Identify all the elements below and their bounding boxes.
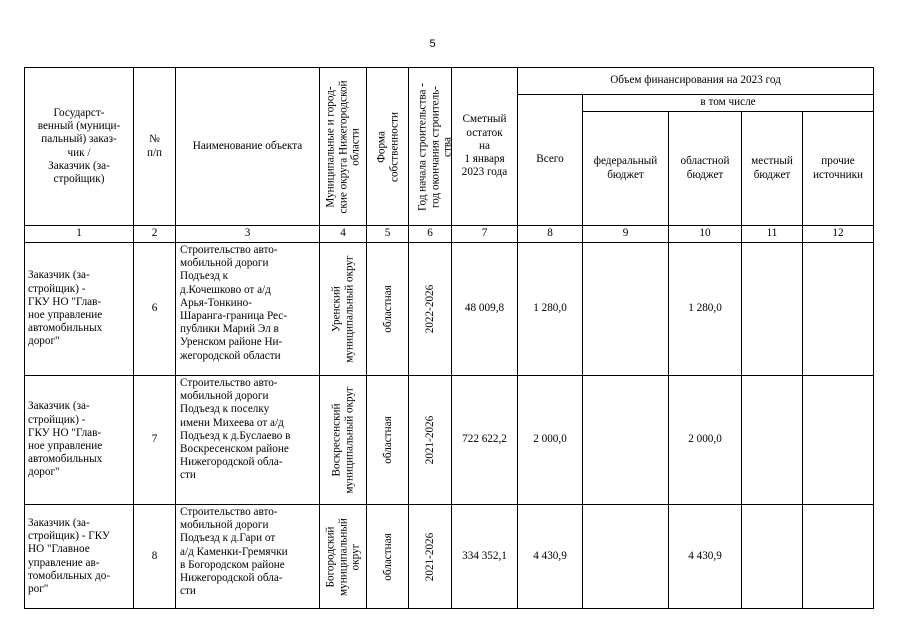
header-federal: федеральный бюджет	[583, 112, 669, 226]
customer-cell: Заказчик (за- стройщик) - ГКУ НО "Глав- ное управление автомобильных дорог"	[25, 376, 134, 505]
object-name-cell: Строительство авто- мобильной дороги Подъезд к д.Гари от а/д Каменки-Гремячки в Богородском районе Нижегородской обла- сти	[176, 505, 320, 609]
local-cell	[742, 505, 803, 609]
row-number: 8	[134, 505, 176, 609]
header-customer: Государст- венный (муници- пальный) заказ- чик / Заказчик (за- стройщик)	[25, 68, 134, 226]
column-number: 11	[742, 226, 803, 243]
district-cell: Уренский муниципальный округ	[320, 243, 367, 376]
district-cell: Воскресенский муниципальный округ	[320, 376, 367, 505]
header-other: прочие источники	[803, 112, 874, 226]
column-number: 2	[134, 226, 176, 243]
customer-cell: Заказчик (за- стройщик) - ГКУ НО "Глав- ное управление автомобильных дорог"	[25, 243, 134, 376]
header-num: № п/п	[134, 68, 176, 226]
object-name-cell: Строительство авто- мобильной дороги Подъезд к д.Кочешково от а/д Арья-Тонкино- Шаранга-граница Рес- публики Марий Эл в Уренском районе Ни- жегородской области	[176, 243, 320, 376]
page-number: 5	[429, 38, 436, 50]
table-row	[25, 376, 874, 505]
total-cell: 2 000,0	[518, 376, 583, 505]
other-cell	[803, 376, 874, 505]
row-number: 6	[134, 243, 176, 376]
column-number: 8	[518, 226, 583, 243]
federal-cell	[583, 376, 669, 505]
years-cell: 2021-2026	[409, 376, 452, 505]
column-number: 9	[583, 226, 669, 243]
ownership-cell: областная	[367, 243, 409, 376]
table-row	[25, 243, 874, 376]
local-cell	[742, 376, 803, 505]
years-cell: 2021-2026	[409, 505, 452, 609]
ownership-cell: областная	[367, 376, 409, 505]
total-cell: 1 280,0	[518, 243, 583, 376]
column-number: 12	[803, 226, 874, 243]
header-object: Наименование объекта	[176, 68, 320, 226]
header-balance: Сметный остаток на 1 января 2023 года	[452, 68, 518, 226]
column-number: 4	[320, 226, 367, 243]
column-number: 5	[367, 226, 409, 243]
ownership-cell: областная	[367, 505, 409, 609]
header-regional: областной бюджет	[669, 112, 742, 226]
customer-cell: Заказчик (за- стройщик) - ГКУ НО "Главное управление ав- томобильных до- рог"	[25, 505, 134, 609]
balance-cell: 334 352,1	[452, 505, 518, 609]
header-local: местный бюджет	[742, 112, 803, 226]
regional-cell: 1 280,0	[669, 243, 742, 376]
local-cell	[742, 243, 803, 376]
regional-cell: 4 430,9	[669, 505, 742, 609]
header-including: в том числе	[583, 95, 874, 112]
column-number: 6	[409, 226, 452, 243]
column-number: 10	[669, 226, 742, 243]
district-cell: Богородский муниципальный округ	[320, 505, 367, 609]
years-cell: 2022-2026	[409, 243, 452, 376]
financing-table	[24, 67, 874, 609]
other-cell	[803, 505, 874, 609]
column-number-row	[25, 226, 874, 243]
header-ownership: Форма собственности	[367, 68, 409, 226]
row-number: 7	[134, 376, 176, 505]
total-cell: 4 430,9	[518, 505, 583, 609]
column-number: 7	[452, 226, 518, 243]
header-funding: Объем финансирования на 2023 год	[518, 68, 874, 95]
regional-cell: 2 000,0	[669, 376, 742, 505]
table-row	[25, 505, 874, 609]
federal-cell	[583, 505, 669, 609]
header-years: Год начала строительства - год окончания строитель- ства	[409, 68, 452, 226]
header-district: Муниципальные и город- ские округа Нижегородской области	[320, 68, 367, 226]
column-number: 1	[25, 226, 134, 243]
balance-cell: 722 622,2	[452, 376, 518, 505]
other-cell	[803, 243, 874, 376]
balance-cell: 48 009,8	[452, 243, 518, 376]
federal-cell	[583, 243, 669, 376]
column-number: 3	[176, 226, 320, 243]
object-name-cell: Строительство авто- мобильной дороги Подъезд к поселку имени Михеева от а/д Подъезд к д.Буслаево в Воскресенском районе Нижегородской обла- сти	[176, 376, 320, 505]
header-total: Всего	[518, 95, 583, 226]
